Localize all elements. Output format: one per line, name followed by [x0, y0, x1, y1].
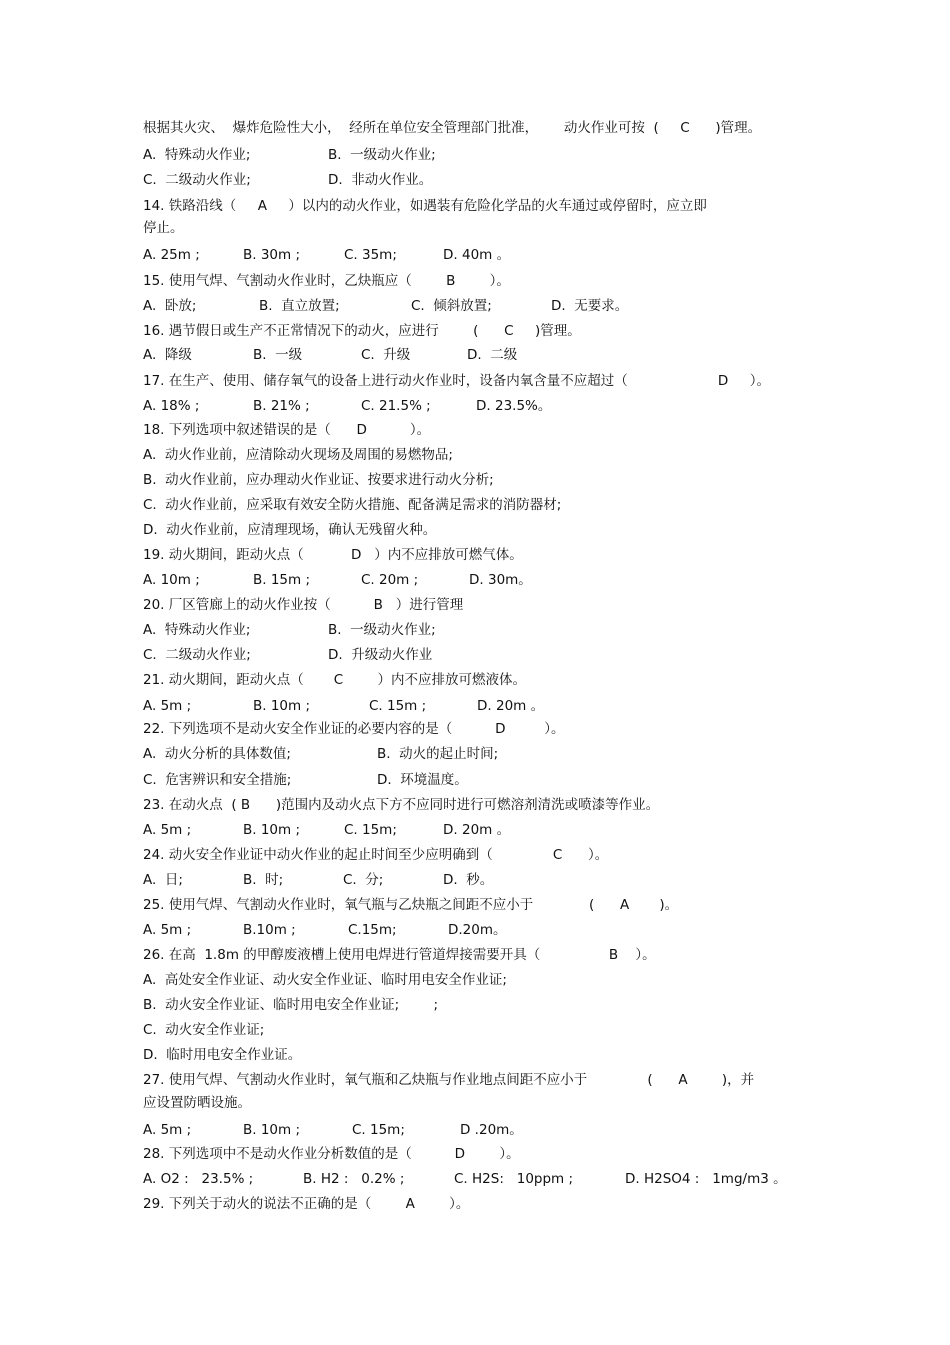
option-a: A. 10m ; [143, 572, 200, 588]
option-d: D. 40m 。 [443, 247, 511, 263]
option-a: A. 降级 [143, 347, 192, 363]
option-d: D .20m。 [460, 1122, 523, 1138]
option-d: D. 非动火作业。 [328, 172, 433, 188]
question-26-option-b: B. 动火安全作业证、临时用电安全作业证; ; [143, 997, 439, 1013]
option-c: C. 15m ; [369, 698, 427, 714]
option-a: A. 5m ; [143, 822, 192, 838]
question-24-stem: 24. 动火安全作业证中动火作业的起止时间至少应明确到（ C ）。 [143, 847, 609, 863]
question-19-stem: 19. 动火期间，距动火点（ D ）内不应排放可燃气体。 [143, 547, 523, 563]
question-14-stem: 14. 铁路沿线（ A ）以内的动火作业，如遇装有危险化学品的火车通过或停留时，应立即 [143, 198, 707, 214]
option-b: B. 10m ; [243, 1122, 301, 1138]
option-a: A. 5m ; [143, 922, 192, 938]
question-15-stem: 15. 使用气焊、气割动火作业时，乙炔瓶应（ B ）。 [143, 273, 510, 289]
option-a: A. 5m ; [143, 1122, 192, 1138]
option-d: D.20m。 [448, 922, 507, 938]
option-d: D. 23.5%。 [476, 398, 552, 414]
option-a: A. 18% ; [143, 398, 200, 414]
option-b: B. 30m ; [243, 247, 301, 263]
question-14-stem-continued: 停止。 [143, 220, 184, 236]
option-c: C. 35m; [344, 247, 397, 263]
question-29-stem: 29. 下列关于动火的说法不正确的是（ A ）。 [143, 1196, 470, 1212]
option-b: B. 21% ; [253, 398, 310, 414]
option-c: C. 升级 [361, 347, 411, 363]
option-a: A. 特殊动火作业; [143, 622, 251, 638]
question-20-stem: 20. 厂区管廊上的动火作业按（ B ）进行管理 [143, 597, 464, 613]
option-b: B. 时; [243, 872, 284, 888]
option-b: B. 10m ; [243, 822, 301, 838]
question-13-stem: 根据其火灾、 爆炸危险性大小， 经所在单位安全管理部门批准， 动火作业可按 ( C )管理。 [143, 120, 762, 136]
option-c: C. 分; [343, 872, 384, 888]
question-16-stem: 16. 遇节假日或生产不正常情况下的动火，应进行 ( C )管理。 [143, 323, 581, 339]
option-b: B. 直立放置; [259, 298, 340, 314]
question-25-stem: 25. 使用气焊、气割动火作业时，氧气瓶与乙炔瓶之间距不应小于 ( A )。 [143, 897, 679, 913]
option-a: A. 25m ; [143, 247, 200, 263]
option-c: C. 21.5% ; [361, 398, 431, 414]
option-c: C. 15m; [352, 1122, 405, 1138]
option-c: C. 15m; [344, 822, 397, 838]
option-c: C. 20m ; [361, 572, 419, 588]
option-b: B. 一级 [253, 347, 303, 363]
option-d: D. 20m 。 [477, 698, 545, 714]
question-28-stem: 28. 下列选项中不是动火作业分析数值的是（ D ）。 [143, 1146, 520, 1162]
option-b: B. 一级动火作业; [328, 147, 436, 163]
option-b: B. 动火的起止时间; [377, 746, 499, 762]
option-a: A. O2 : 23.5% ; [143, 1171, 254, 1187]
question-26-stem: 26. 在高 1.8m 的甲醇废液槽上使用电焊进行管道焊接需要开具（ B ）。 [143, 947, 656, 963]
option-d: D. 无要求。 [551, 298, 629, 314]
question-18-option-a: A. 动火作业前，应清除动火现场及周围的易燃物品; [143, 447, 453, 463]
question-18-option-d: D. 动火作业前，应清理现场，确认无残留火种。 [143, 522, 437, 538]
option-c: C. H2S: 10ppm ; [454, 1171, 574, 1187]
question-21-stem: 21. 动火期间，距动火点（ C ）内不应排放可燃液体。 [143, 672, 527, 688]
option-b: B. 一级动火作业; [328, 622, 436, 638]
question-27-stem: 27. 使用气焊、气割动火作业时，氧气瓶和乙炔瓶与作业地点间距不应小于 ( A )，并 [143, 1072, 755, 1088]
option-d: D. 秒。 [443, 872, 494, 888]
option-a: A. 动火分析的具体数值; [143, 746, 291, 762]
question-22-stem: 22. 下列选项不是动火安全作业证的必要内容的是（ D ）。 [143, 721, 565, 737]
option-a: A. 5m ; [143, 698, 192, 714]
question-17-stem: 17. 在生产、使用、储存氧气的设备上进行动火作业时，设备内氧含量不应超过（ D ）。 [143, 373, 770, 389]
question-18-option-c: C. 动火作业前，应采取有效安全防火措施、配备满足需求的消防器材; [143, 497, 562, 513]
option-a: A. 日; [143, 872, 183, 888]
option-a: A. 卧放; [143, 298, 197, 314]
option-b: B. 15m ; [253, 572, 311, 588]
question-18-option-b: B. 动火作业前，应办理动火作业证、按要求进行动火分析; [143, 472, 494, 488]
question-27-stem-continued: 应设置防晒设施。 [143, 1095, 251, 1111]
option-b: B.10m ; [243, 922, 296, 938]
question-18-stem: 18. 下列选项中叙述错误的是（ D ）。 [143, 422, 431, 438]
option-d: D. 20m 。 [443, 822, 511, 838]
option-c: C. 二级动火作业; [143, 172, 251, 188]
option-c: C. 二级动火作业; [143, 647, 251, 663]
option-d: D. H2SO4 : 1mg/m3 。 [625, 1171, 787, 1187]
option-d: D. 二级 [467, 347, 518, 363]
option-c: C.15m; [348, 922, 397, 938]
option-b: B. 10m ; [253, 698, 311, 714]
option-c: C. 危害辨识和安全措施; [143, 772, 292, 788]
option-d: D. 30m。 [469, 572, 532, 588]
option-c: C. 倾斜放置; [411, 298, 492, 314]
option-d: D. 升级动火作业 [328, 647, 433, 663]
question-26-option-a: A. 高处安全作业证、动火安全作业证、临时用电安全作业证; [143, 972, 507, 988]
option-a: A. 特殊动火作业; [143, 147, 251, 163]
option-b: B. H2 : 0.2% ; [303, 1171, 405, 1187]
question-26-option-d: D. 临时用电安全作业证。 [143, 1047, 302, 1063]
question-26-option-c: C. 动火安全作业证; [143, 1022, 265, 1038]
question-23-stem: 23. 在动火点 ( B )范围内及动火点下方不应同时进行可燃溶剂清洗或喷漆等作业。 [143, 797, 660, 813]
option-d: D. 环境温度。 [377, 772, 468, 788]
